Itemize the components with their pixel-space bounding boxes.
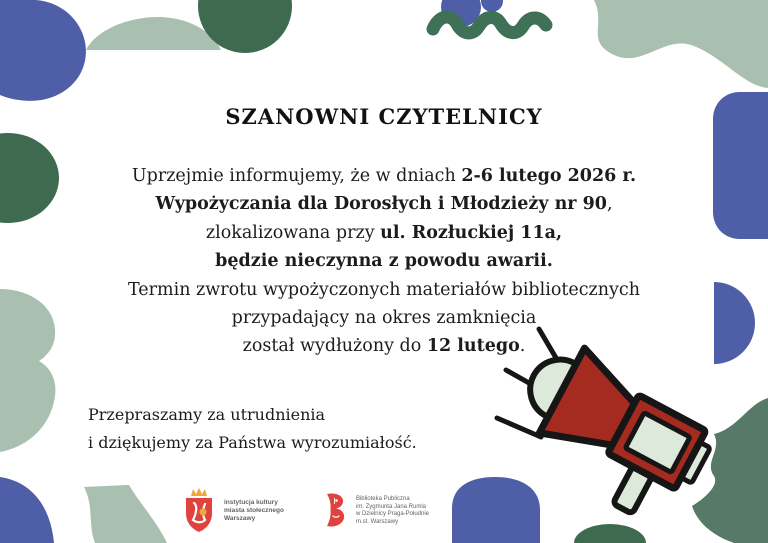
announcement-line-2: Wypożyczania dla Dorosłych i Młodzieży nr 90, — [155, 194, 613, 215]
apology-line-2: i dziękujemy za Państwa wyrozumiałość. — [88, 433, 417, 452]
corner-bottom-left-blue — [0, 477, 54, 543]
announcement-text — [0, 162, 768, 361]
announcement-line-3: zlokalizowana przy ul. Rozłuckiej 11a, — [205, 222, 563, 243]
apology-text — [88, 401, 417, 457]
sound-line-bottom — [497, 418, 541, 437]
library-logo-caption: Biblioteka Publiczna im. Zygmunta Jana Rumla w Dzielnicy Praga-Południe m.st. Warszawy — [355, 496, 430, 525]
library-b-icon — [324, 492, 348, 530]
page-title: SZANOWNI CZYTELNICY — [225, 104, 543, 129]
announcement-line-4: będzie nieczynna z powodu awarii. — [215, 251, 553, 272]
blob-bottom-right-green — [692, 398, 768, 543]
blob-top-left-blue — [0, 0, 86, 101]
dome-bottom-green — [574, 524, 646, 543]
squiggle-top-green — [433, 17, 546, 33]
footer-logos — [182, 487, 429, 535]
announcement-line-5: Termin zwrotu wypożyczonych materiałów bibliotecznych — [127, 279, 641, 300]
blob-bottom-blue — [452, 477, 540, 543]
stripe-bottom-left-sage — [84, 485, 167, 543]
apology-line-1: Przepraszamy za utrudnienia — [88, 405, 326, 424]
announcement-line-7: został wydłużony do 12 lutego. — [242, 336, 526, 357]
dot-top-blue-small — [481, 0, 503, 12]
blob-top-right-sage — [594, 0, 768, 88]
announcement-line-1: Uprzejmie informujemy, że w dniach 2-6 lutego 2026 r. — [131, 166, 637, 186]
dome-top-sage — [86, 17, 221, 50]
announcement-content — [0, 104, 768, 361]
warsaw-crest-icon — [182, 487, 216, 535]
announcement-line-6: przypadający na okres zamknięcia — [231, 308, 537, 329]
city-logo-caption: instytucja kultury miasta stołecznego Warszawy — [224, 499, 284, 522]
library-logo — [324, 492, 429, 530]
city-of-warsaw-logo — [182, 487, 284, 535]
